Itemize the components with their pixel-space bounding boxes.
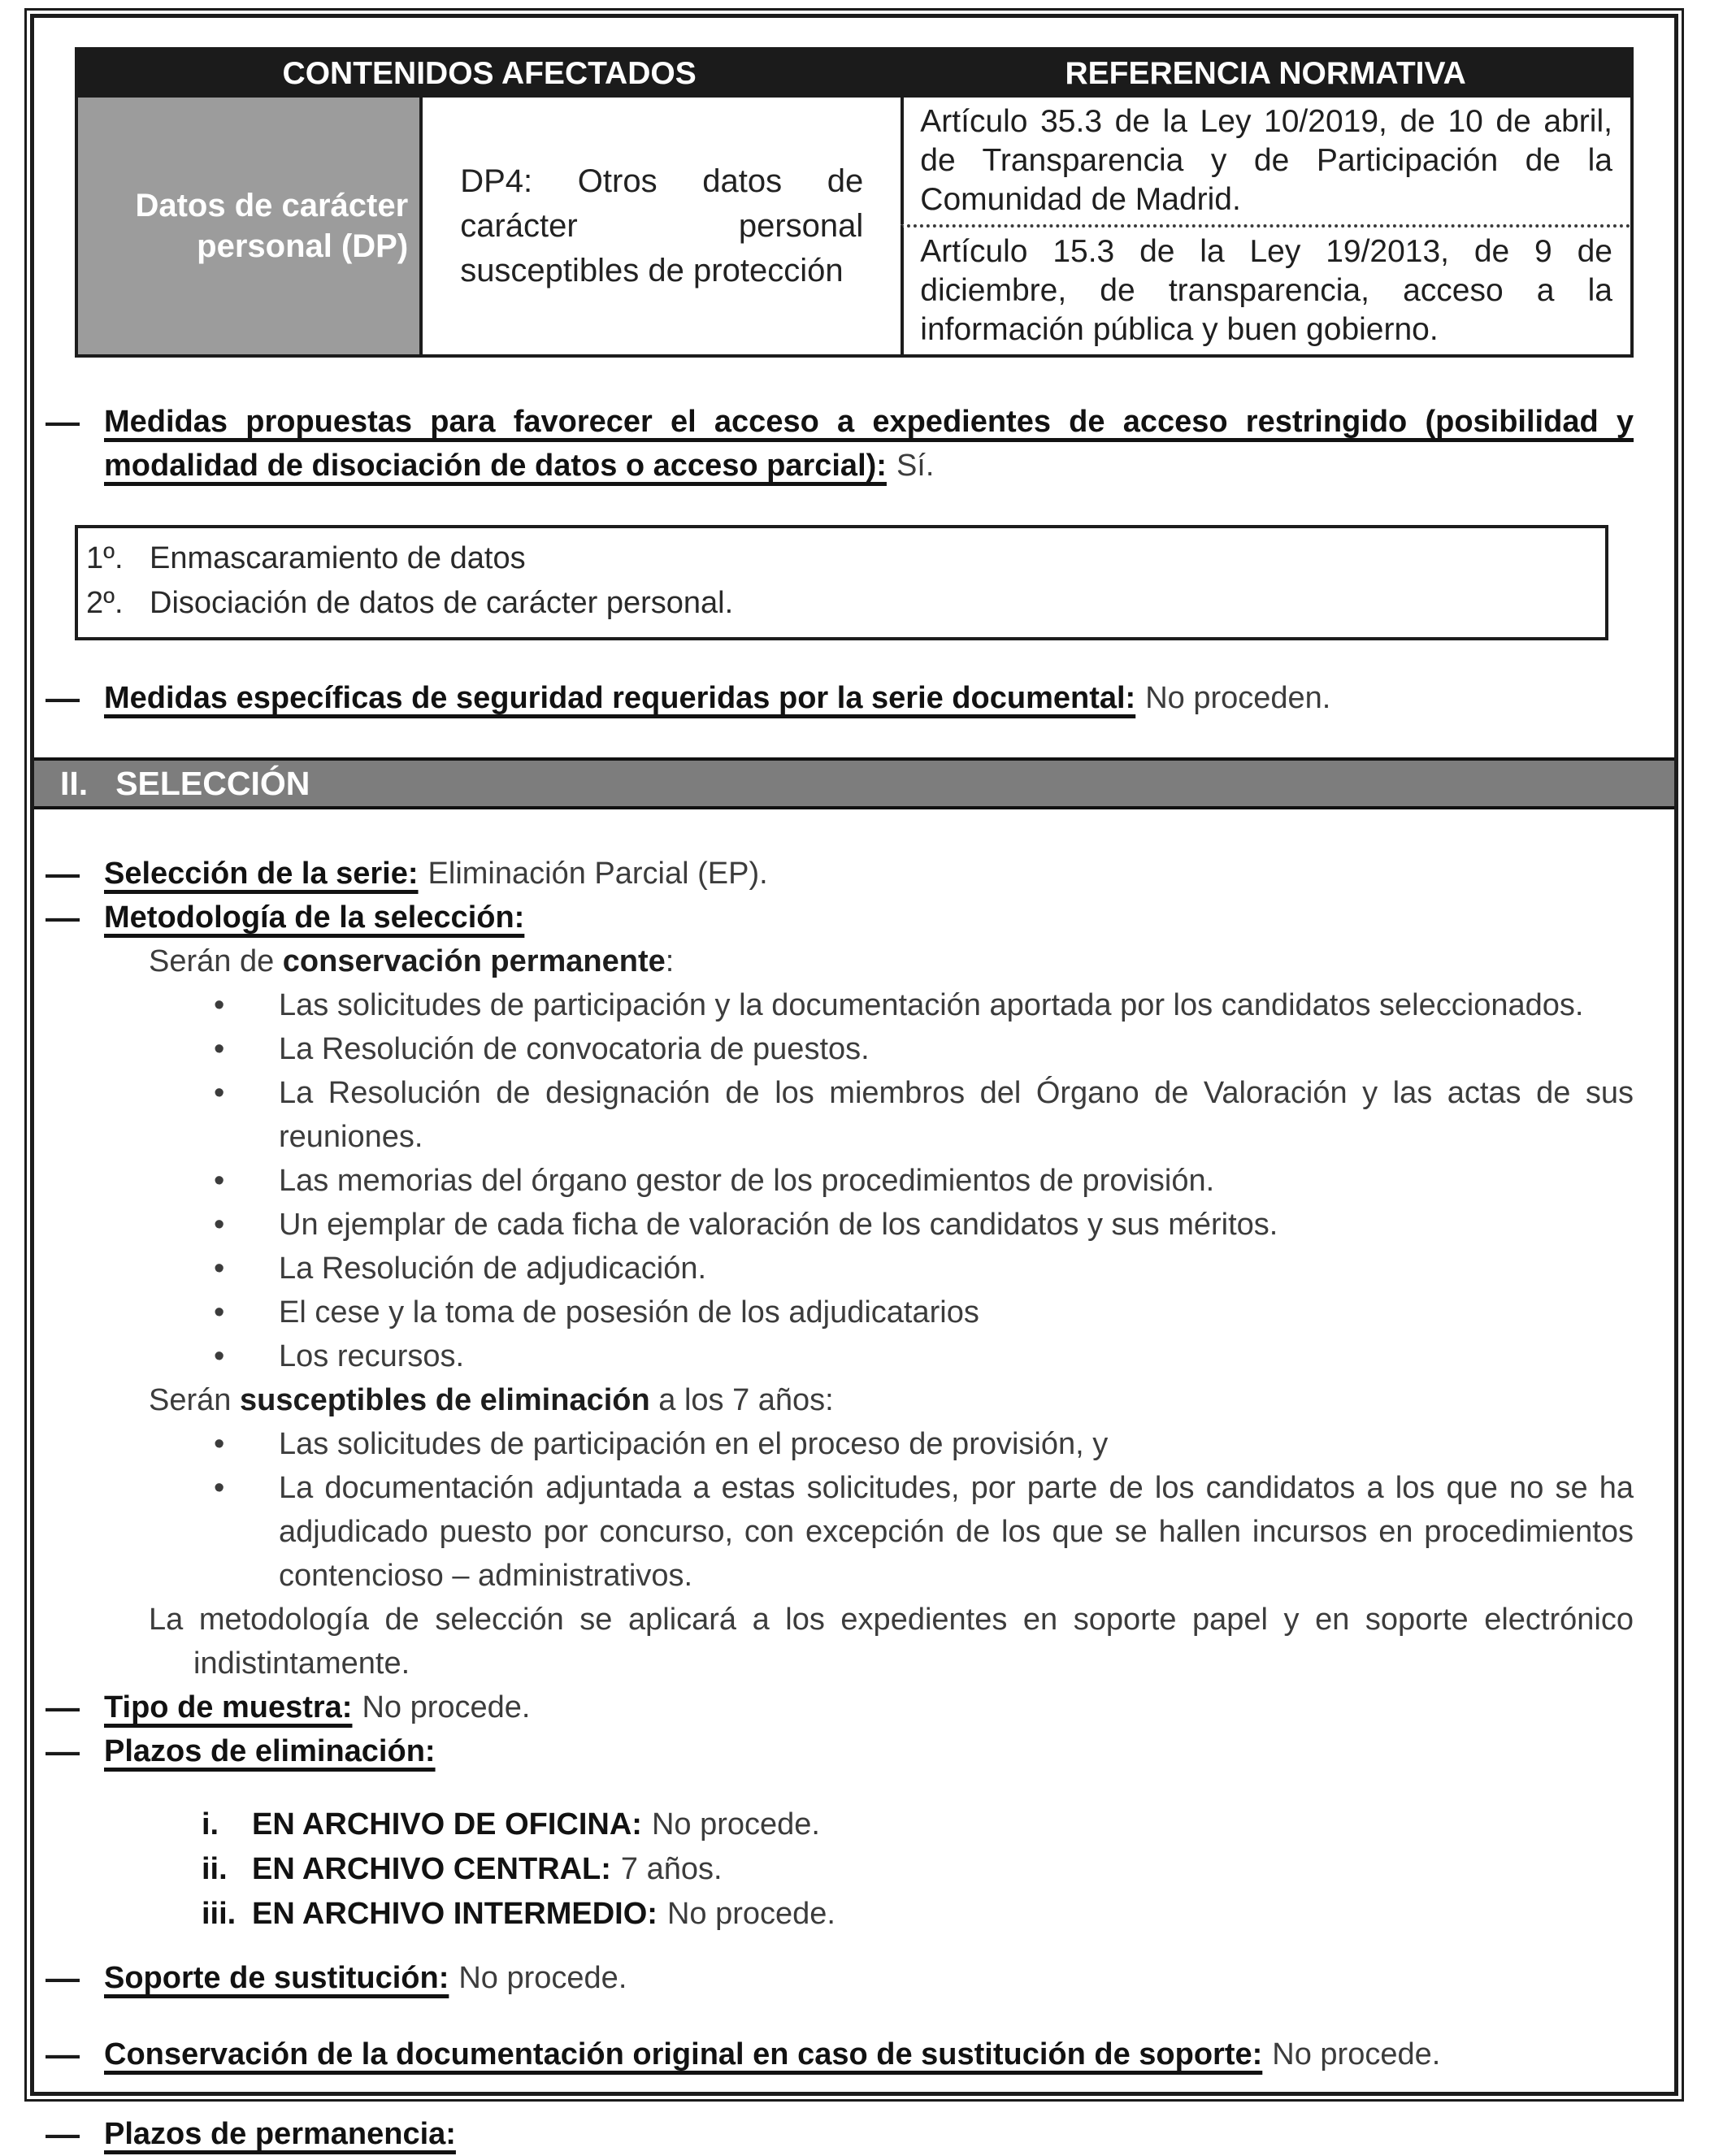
elimination-intro [75,1378,1634,1422]
bullet-icon: • [214,1339,225,1373]
item-number: i. [202,1807,219,1841]
archive-terms-list [75,1802,1634,1937]
substitution-support-label: Soporte de sustitución: [104,1961,449,1995]
bullet-text: La Resolución de designación de los miembros del Órgano de Valoración y las actas de sus reuniones. [279,1076,1634,1154]
permanent-intro-bold: conservación permanente [282,944,666,978]
bullet-icon: • [214,1471,225,1505]
item-number: iii. [202,1897,237,1931]
security-measures-label: Medidas específicas de seguridad requeridas por la serie documental: [104,681,1136,715]
list-item [75,1027,1634,1071]
bullet-text: Los recursos. [279,1339,465,1373]
dash-icon: — [46,402,80,440]
permanence-terms-item [46,2112,1634,2156]
bullet-text: Las solicitudes de participación y la documentación aportada por los candidatos seleccionados. [279,988,1584,1022]
reference-text-2: Artículo 15.3 de la Ley 19/2013, de 9 de diciembre, de transparencia, acceso a la información pública y buen gobierno. [920,234,1612,347]
item-text: Enmascaramiento de datos [150,541,526,575]
item-number: ii. [202,1852,228,1886]
dash-icon: — [46,2035,80,2073]
list-item [86,581,1597,626]
item-value: No procede. [651,1807,820,1841]
section-bar-seleccion [34,757,1674,809]
methodology-heading [104,896,1634,939]
item-text: Disociación de datos de carácter personal. [150,586,734,620]
original-conservation-text [104,2032,1634,2076]
access-measures-text [104,400,1634,488]
serie-selection-item [46,852,1634,896]
elimination-terms-label: Plazos de eliminación: [104,1734,436,1768]
list-item [75,1291,1634,1334]
serie-selection-value: Eliminación Parcial (EP). [428,857,768,891]
original-conservation-value: No procede. [1272,2037,1441,2071]
section-title: SELECCIÓN [115,765,310,802]
access-measures-item [46,400,1634,488]
elimination-intro-post: a los 7 años: [649,1383,834,1417]
bullet-text: La Resolución de convocatoria de puestos. [279,1032,870,1066]
list-item [75,1071,1634,1159]
sample-type-text [104,1685,1634,1729]
elimination-terms-item [46,1729,1634,1773]
list-item [75,1247,1634,1291]
substitution-support-value: No procede. [458,1961,627,1995]
dash-icon: — [46,1732,80,1770]
page-frame-outer [24,8,1684,2153]
bullet-icon: • [214,1208,225,1242]
bullet-icon: • [214,1427,225,1461]
permanence-terms-label: Plazos de permanencia: [104,2117,456,2151]
item-label: EN ARCHIVO INTERMEDIO: [252,1897,658,1931]
substitution-support-item [46,1956,1634,2000]
bullet-text: Las memorias del órgano gestor de los procedimientos de provisión. [279,1164,1215,1198]
dash-icon: — [46,2115,80,2153]
bullet-icon: • [214,1032,225,1066]
serie-selection-text [104,852,1634,896]
methodology-closing: La metodología de selección se aplicará a los expedientes en soporte papel y en soporte electrónico indistintamente. [149,1603,1634,1681]
permanent-intro [75,939,1634,983]
bullet-icon: • [214,1295,225,1330]
methodology-label: Metodología de la selección: [104,900,525,935]
bullet-text: La Resolución de adjudicación. [279,1252,707,1286]
item-label: EN ARCHIVO CENTRAL: [252,1852,611,1886]
table-header-referencia: REFERENCIA NORMATIVA [901,50,1630,98]
access-measures-label: Medidas propuestas para favorecer el acceso a expedientes de acceso restringido (posibilidad y modalidad de disociación de datos o acceso parcial): [104,405,1634,483]
serie-selection-label: Selección de la serie: [104,857,419,891]
sample-type-label: Tipo de muestra: [104,1690,353,1724]
security-measures-text [104,676,1634,720]
dash-icon: — [46,1959,80,1997]
page-frame-inner [30,14,1678,2153]
item-number: 2º. [86,586,124,620]
list-item [75,1466,1634,1598]
dash-icon: — [46,1688,80,1726]
elimination-intro-pre: Serán [149,1383,240,1417]
section-number: II. [60,765,89,802]
list-item [75,1422,1634,1466]
list-item [202,1892,1634,1937]
permanence-terms-heading [104,2112,1634,2156]
elimination-terms-heading [104,1729,1634,1773]
elimination-intro-bold: susceptibles de eliminación [239,1383,650,1417]
table-header-contenidos: CONTENIDOS AFECTADOS [78,50,901,98]
list-item [86,536,1597,581]
bullet-text: La documentación adjuntada a estas solicitudes, por parte de los candidatos a los que no se ha adjudicado puesto por concurso, con excepción de los que se hallen incursos en procedimientos contencioso – administrativos. [279,1471,1634,1593]
dash-icon: — [46,679,80,717]
dash-icon: — [46,854,80,892]
dash-icon: — [46,898,80,936]
item-value: No procede. [666,1897,835,1931]
sample-type-item [46,1685,1634,1729]
bullet-icon: • [214,1252,225,1286]
category-label: Datos de carácter personal (DP) [135,188,409,264]
list-item [75,983,1634,1027]
list-item [75,1203,1634,1247]
sample-type-value: No procede. [362,1690,531,1724]
reference-text-1: Artículo 35.3 de la Ley 10/2019, de 10 de abril, de Transparencia y de Participación de la Comunidad de Madrid. [920,104,1612,217]
measures-box [75,525,1608,640]
bullet-icon: • [214,988,225,1022]
page-content [34,18,1674,2156]
item-label: EN ARCHIVO DE OFICINA: [252,1807,642,1841]
security-measures-value: No proceden. [1145,681,1331,715]
substitution-support-text [104,1956,1634,2000]
permanent-intro-post: : [665,944,675,978]
item-number: 1º. [86,541,124,575]
bullet-icon: • [214,1164,225,1198]
permanent-intro-pre: Serán de [149,944,283,978]
reference-cell-2 [901,224,1630,354]
bullet-text: Un ejemplar de cada ficha de valoración de los candidatos y sus méritos. [279,1208,1278,1242]
list-item [75,1159,1634,1203]
bullet-text: El cese y la toma de posesión de los adjudicatarios [279,1295,979,1330]
original-conservation-label: Conservación de la documentación original en caso de sustitución de soporte: [104,2037,1263,2071]
security-measures-item [46,676,1634,720]
reference-cell-1 [901,98,1630,224]
category-cell [78,98,419,354]
content-cell [419,98,901,354]
content-text: DP4: Otros datos de carácter personal susceptibles de protección [460,163,864,288]
list-item [75,1334,1634,1378]
item-value: 7 años. [620,1852,723,1886]
bullet-text: Las solicitudes de participación en el proceso de provisión, y [279,1427,1109,1461]
original-conservation-item [46,2032,1634,2076]
access-measures-value: Sí. [896,449,935,483]
methodology-item [46,896,1634,939]
affected-contents-table [75,47,1634,358]
bullet-icon: • [214,1076,225,1110]
list-item [202,1847,1634,1892]
list-item [202,1802,1634,1847]
